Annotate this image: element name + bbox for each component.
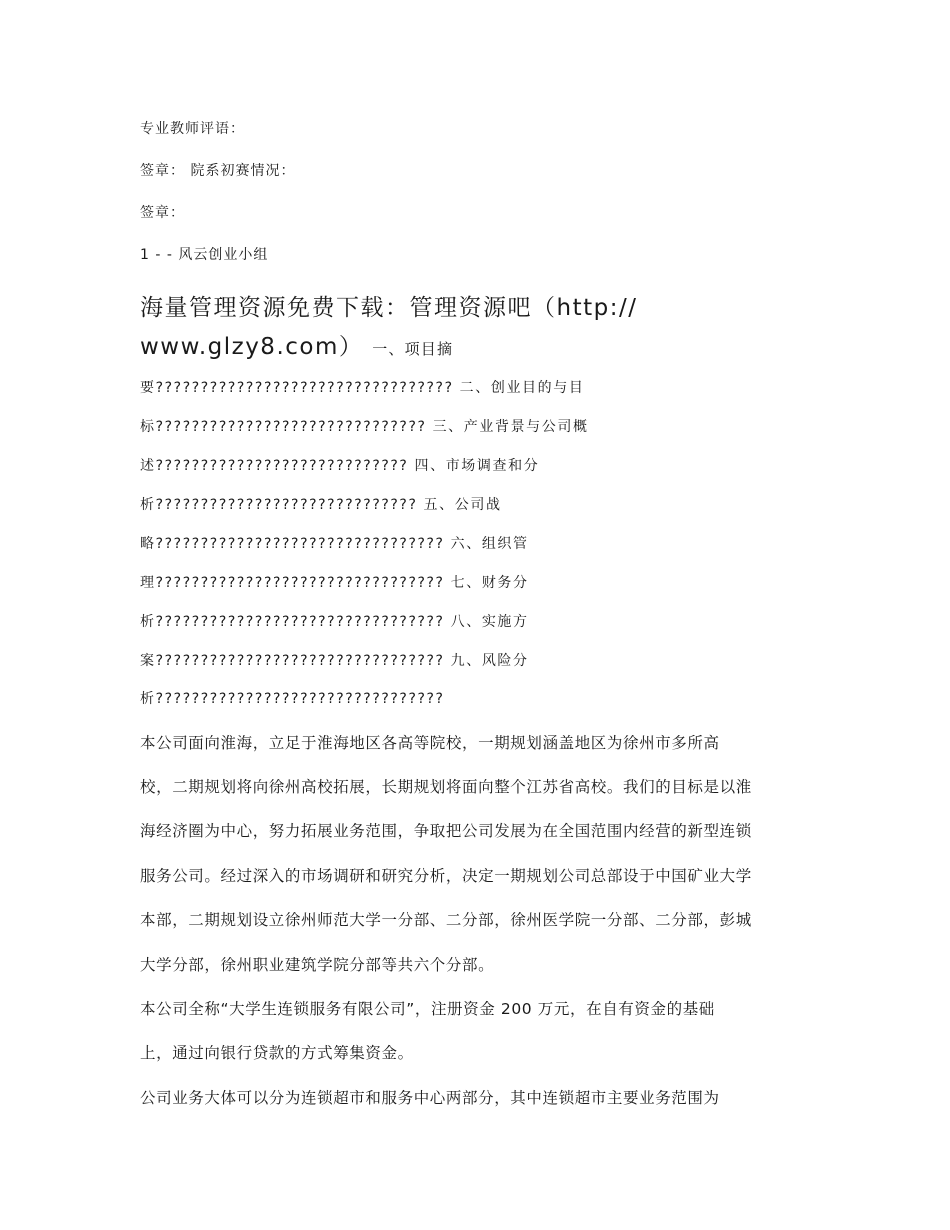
toc-line: 标?????????????????????????????? 三、产业背景与公司概 <box>140 419 589 435</box>
paragraph-line: 公司业务大体可以分为连锁超市和服务中心两部分，其中连锁超市主要业务范围为 <box>140 1089 720 1107</box>
paragraph-line: 本公司全称“大学生连锁服务有限公司”，注册资金 200 万元，在自有资金的基础 <box>140 1000 715 1018</box>
toc-line: 略???????????????????????????????? 六、组织管 <box>140 536 529 552</box>
group-line: 1 - - 风云创业小组 <box>140 247 269 263</box>
toc-line: 案???????????????????????????????? 九、风险分 <box>140 653 529 669</box>
paragraph-line: 大学分部，徐州职业建筑学院分部等共六个分部。 <box>140 956 495 974</box>
toc-line: 理???????????????????????????????? 七、财务分 <box>140 575 529 591</box>
title-line-1: 海量管理资源免费下载：管理资源吧（http:// <box>140 295 638 321</box>
paragraph-line: 本部，二期规划设立徐州师范大学一分部、二分部，徐州医学院一分部、二分部，彭城 <box>140 911 752 929</box>
toc-line: 析????????????????????????????? 五、公司战 <box>140 497 502 513</box>
title-url: www.glzy8.com） <box>140 334 364 360</box>
paragraph-line: 校，二期规划将向徐州高校拓展，长期规划将面向整个江苏省高校。我们的目标是以淮 <box>140 778 752 796</box>
paragraph-line: 海经济圈为中心，努力拓展业务范围，争取把公司发展为在全国范围内经营的新型连锁 <box>140 822 752 840</box>
teacher-comment-line: 专业教师评语： <box>140 121 245 137</box>
paragraph-line: 服务公司。经过深入的市场调研和研究分析，决定一期规划公司总部设于中国矿业大学 <box>140 867 752 885</box>
seal-line: 签章： <box>140 205 185 221</box>
title-line-2 <box>140 328 453 361</box>
title-toc-start: 一、项目摘 <box>372 340 454 358</box>
toc-line: 析???????????????????????????????? 八、实施方 <box>140 614 529 630</box>
toc-line: 述???????????????????????????? 四、市场调查和分 <box>140 458 540 474</box>
toc-line: 要????????????????????????????????? 二、创业目的与目 <box>140 380 585 396</box>
toc-line: 析???????????????????????????????? <box>140 691 445 707</box>
paragraph-line: 上，通过向银行贷款的方式筹集资金。 <box>140 1044 414 1062</box>
paragraph-line: 本公司面向淮海，立足于淮海地区各高等院校，一期规划涵盖地区为徐州市多所高 <box>140 734 720 752</box>
seal-dept-line: 签章： 院系初赛情况： <box>140 163 296 179</box>
